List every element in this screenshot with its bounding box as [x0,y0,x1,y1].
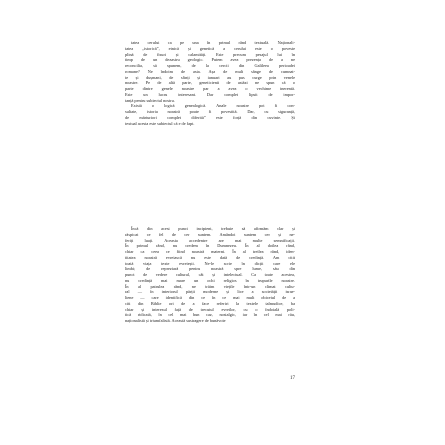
text-line: te și dușmani, de sfinți și ianuari au pus curge prin venele [125,74,295,80]
text-line: Încă din acest punct incipient, trebuie să afirmăm clar și [131,226,295,231]
text-line: ral — în interiorul părții moderne și lice a societății israe- [125,289,295,295]
text-line: citi din Biblie ori de a face referiri la textele talmudice, ba [125,300,295,306]
text-line: nu credință mai mare un ochi religios în trupurile noastre. [125,277,295,283]
text-line: romane? Ne îndoim de asta. Așa de mult sânge de cumnat- [125,68,295,74]
text-line: răspicat ce fel de cer suntem. Amândoi suntem cer și ne- [125,231,295,237]
page-number: 17 [290,376,295,381]
text-line: punct de vedere cultural, cât și intelectual. Ca toate acestea, [125,272,295,277]
paragraph [125,103,295,126]
text-line: feriți luați. Aceasta accedentre are mai multe semnificații. [125,237,295,243]
text-line: titatea noastră evreiască nu este dată de credință. Am citit [125,254,295,260]
text-line: reconcilia, să spunem, de la cercii din Galileea perioadei [125,63,295,68]
text-line: textual acesta este subiectul că e de fapt. [125,120,195,126]
text-line: Este un lucru interesant. Dar complet lipsit de impor- [125,91,295,97]
text-block-upper [125,40,295,126]
text-line: liene — care identifică din ce în ce mai mult obiceiul de a [125,295,295,300]
text-line: timp de un dezastru geologic. Putem avea prezența de a ne [125,57,295,63]
text-line: naționalistă și triumfalistă. Această sustragere de bunăvoie [125,318,226,323]
text-line: tanță pentru subiectul nostru. [125,97,175,103]
text-line: chiar și interesul față de trecutul evreilor, cu o îndoială poli- [125,306,295,312]
text-line: noastre. Pe de altă parte, geneticienii de astăzi ne spun că o [125,80,295,86]
text-line: În al patrulea rând, ne trăim viețile într-un climat cultu- [125,283,295,289]
paragraph [125,40,295,103]
text-line: plină de fisuri și calamități. Este precum pesajul lui în [125,51,295,57]
paragraph [125,226,295,324]
text-block-lower [125,226,295,324]
text-line: limbi; de repreziară pentru noastră spre lume, său din [125,266,295,272]
text-line: În primul rând, nu credem în Dumnezeu. În al doilea rând, [125,243,295,249]
text-line: parte dintre genele noastre par a avea o vechime inerentă. [125,86,295,91]
text-line: de mărturiori complet diferită” este forță din cuvinte. Și [125,114,295,120]
text-line: tatea cerului ca pe una în primul rând textuală. Naționali- [131,40,295,45]
text-line: Există o logică genealogică. Anale noastre pot fi con- [131,103,295,109]
text-line: toată viața texte evreiești. Ne-le scrie în dicții care ele [125,260,295,266]
text-line: chiar ca ceea ce fiind noastră materni. În al treilea rând, iden- [125,249,295,254]
text-line: sultate, istoria noastră poate fi povestită. Dar, cu siguranță, [125,109,295,114]
text-line: tatea „istorică”, etnică și genetică a cerului este o poveste [125,45,295,51]
text-line: tică ridicată, în cel mai bun caz, nostalgic, iar în cel mai rău, [125,312,295,318]
